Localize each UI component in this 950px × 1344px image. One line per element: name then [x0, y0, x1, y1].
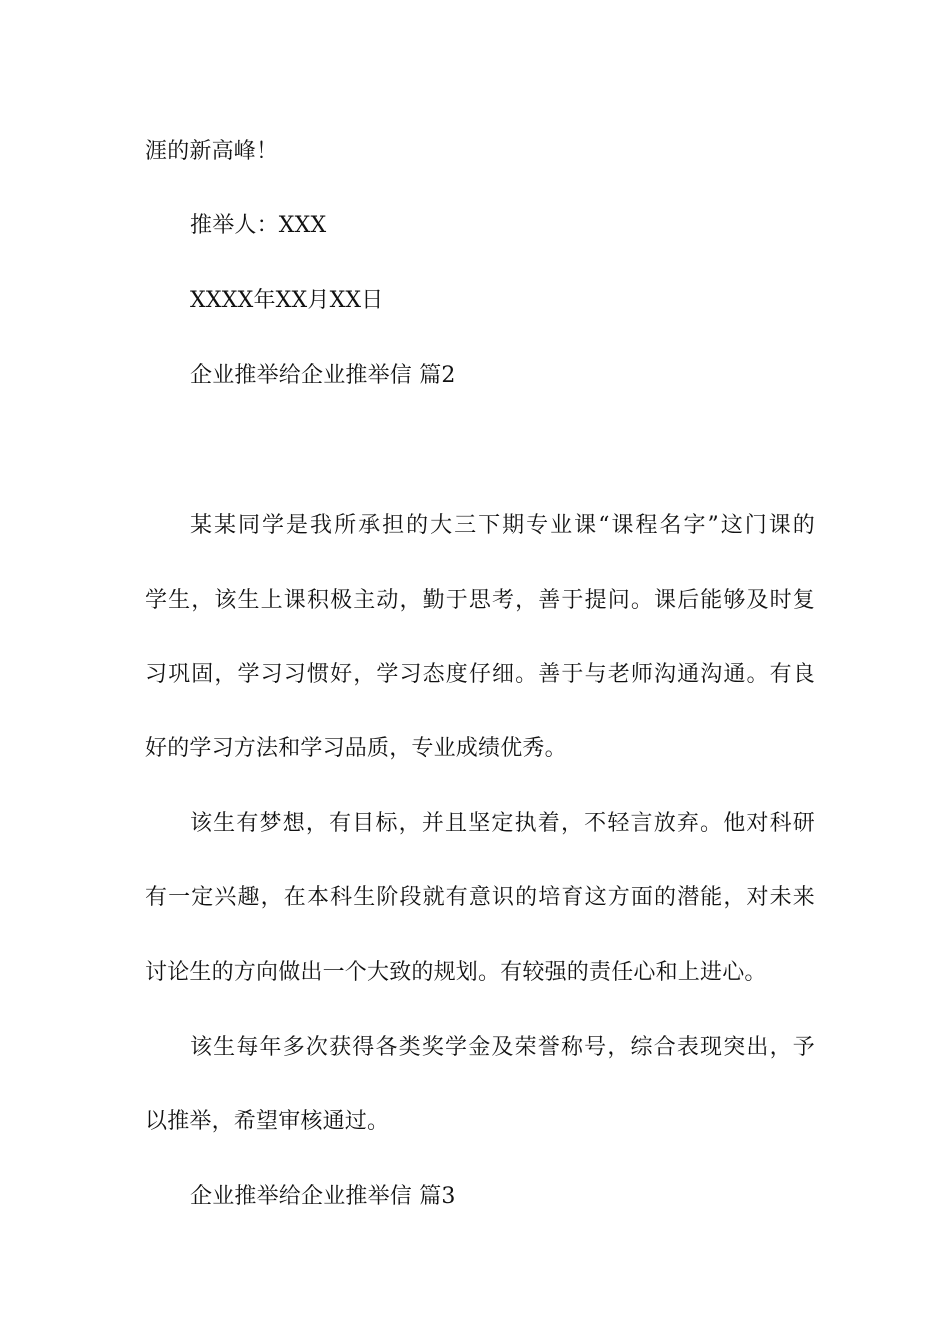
paragraph-line: 习巩固，学习习惯好，学习态度仔细。善于与老师沟通沟通。有良	[145, 662, 815, 687]
recommender-line: 推举人：XXX	[190, 213, 327, 238]
paragraph-line: 好的学习方法和学习品质，专业成绩优秀。	[145, 736, 567, 761]
paragraph-line: 以推举，希望审核通过。	[145, 1109, 390, 1134]
paragraph-line: 学生，该生上课积极主动，勤于思考，善于提问。课后能够及时复	[145, 588, 815, 613]
paragraph-line: 讨论生的方向做出一个大致的规划。有较强的责任心和上进心。	[145, 960, 767, 985]
paragraph-line: 该生有梦想，有目标，并且坚定执着，不轻言放弃。他对科研	[190, 811, 815, 836]
date-line: XXXX年XX月XX日	[190, 288, 384, 313]
paragraph-line: 涯的新高峰！	[145, 139, 279, 164]
section-heading-3: 企业推举给企业推举信 篇3	[190, 1184, 456, 1209]
section-heading-2: 企业推举给企业推举信 篇2	[190, 363, 456, 388]
paragraph-line: 该生每年多次获得各类奖学金及荣誉称号，综合表现突出，予	[190, 1035, 815, 1060]
paragraph-line: 某某同学是我所承担的大三下期专业课“课程名字”这门课的	[190, 513, 815, 538]
paragraph-line: 有一定兴趣，在本科生阶段就有意识的培育这方面的潜能，对未来	[145, 885, 815, 910]
